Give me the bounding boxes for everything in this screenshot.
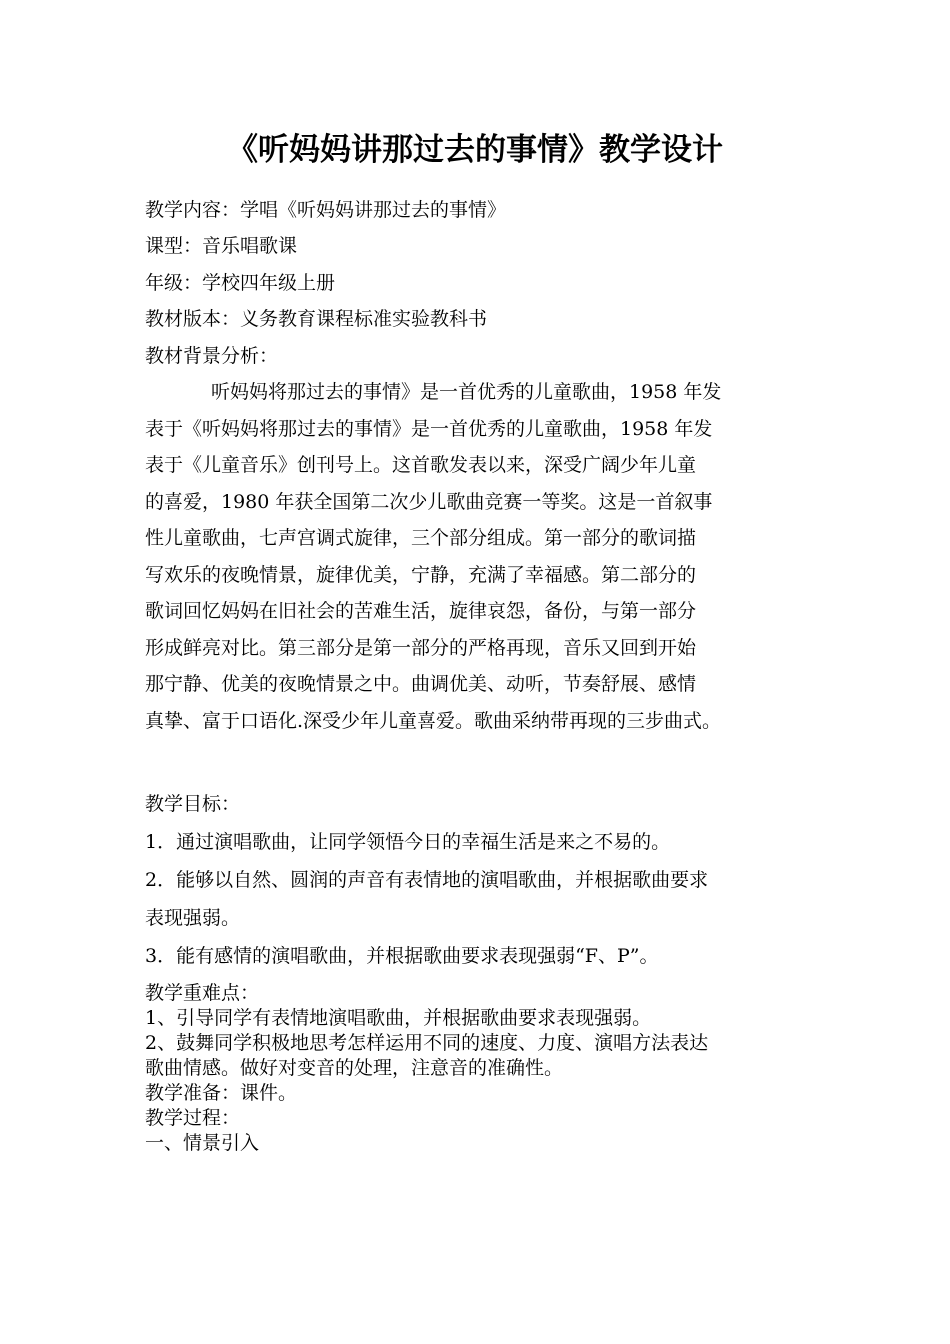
goal-item: 2．能够以自然、圆润的声音有表情地的演唱歌曲，并根据歌曲要求 <box>145 869 709 891</box>
key-point-item-continued: 歌曲情感。做好对变音的处理，注意音的准确性。 <box>145 1057 564 1079</box>
key-points-heading: 教学重难点： <box>145 982 260 1004</box>
key-point-item: 1、引导同学有表情地演唱歌曲，并根据歌曲要求表现强弱。 <box>145 1007 652 1029</box>
process-step: 一、情景引入 <box>145 1132 260 1154</box>
analysis-heading: 教材背景分析： <box>145 345 279 367</box>
goals-heading: 教学目标： <box>145 793 241 815</box>
analysis-line: 那宁静、优美的夜晚情景之中。曲调优美、动听，节奏舒展、感情 <box>145 673 697 695</box>
grade: 年级：学校四年级上册 <box>145 272 336 294</box>
page-title: 《听妈妈讲那过去的事情》教学设计 <box>227 132 723 168</box>
process-heading: 教学过程： <box>145 1107 241 1129</box>
analysis-line: 歌词回忆妈妈在旧社会的苦难生活，旋律哀怨，备份，与第一部分 <box>145 600 697 622</box>
teaching-content: 教学内容：学唱《听妈妈讲那过去的事情》 <box>145 199 507 221</box>
lesson-type: 课型：音乐唱歌课 <box>145 235 298 257</box>
analysis-line: 写欢乐的夜晚情景，旋律优美，宁静，充满了幸福感。第二部分的 <box>145 564 697 586</box>
analysis-line: 表于《听妈妈将那过去的事情》是一首优秀的儿童歌曲，1958 年发 <box>145 418 713 440</box>
analysis-line: 的喜爱，1980 年获全国第二次少儿歌曲竞赛一等奖。这是一首叙事 <box>145 491 713 513</box>
teaching-prep: 教学准备：课件。 <box>145 1082 298 1104</box>
textbook-edition: 教材版本：义务教育课程标准实验教科书 <box>145 308 488 330</box>
analysis-line: 形成鲜亮对比。第三部分是第一部分的严格再现，音乐又回到开始 <box>145 637 697 659</box>
analysis-line: 性儿童歌曲，七声宫调式旋律，三个部分组成。第一部分的歌词描 <box>145 527 697 549</box>
goal-item: 3．能有感情的演唱歌曲，并根据歌曲要求表现强弱“F、P”。 <box>145 945 659 967</box>
analysis-line: 表于《儿童音乐》创刊号上。这首歌发表以来，深受广阔少年儿童 <box>145 454 697 476</box>
goal-item-continued: 表现强弱。 <box>145 907 241 929</box>
analysis-line: 听妈妈将那过去的事情》是一首优秀的儿童歌曲，1958 年发 <box>211 381 722 403</box>
goal-item: 1．通过演唱歌曲，让同学领悟今日的幸福生活是来之不易的。 <box>145 831 671 853</box>
analysis-line: 真挚、富于口语化.深受少年儿童喜爱。歌曲采纳带再现的三步曲式。 <box>145 710 722 732</box>
key-point-item: 2、鼓舞同学积极地思考怎样运用不同的速度、力度、演唱方法表达 <box>145 1032 709 1054</box>
